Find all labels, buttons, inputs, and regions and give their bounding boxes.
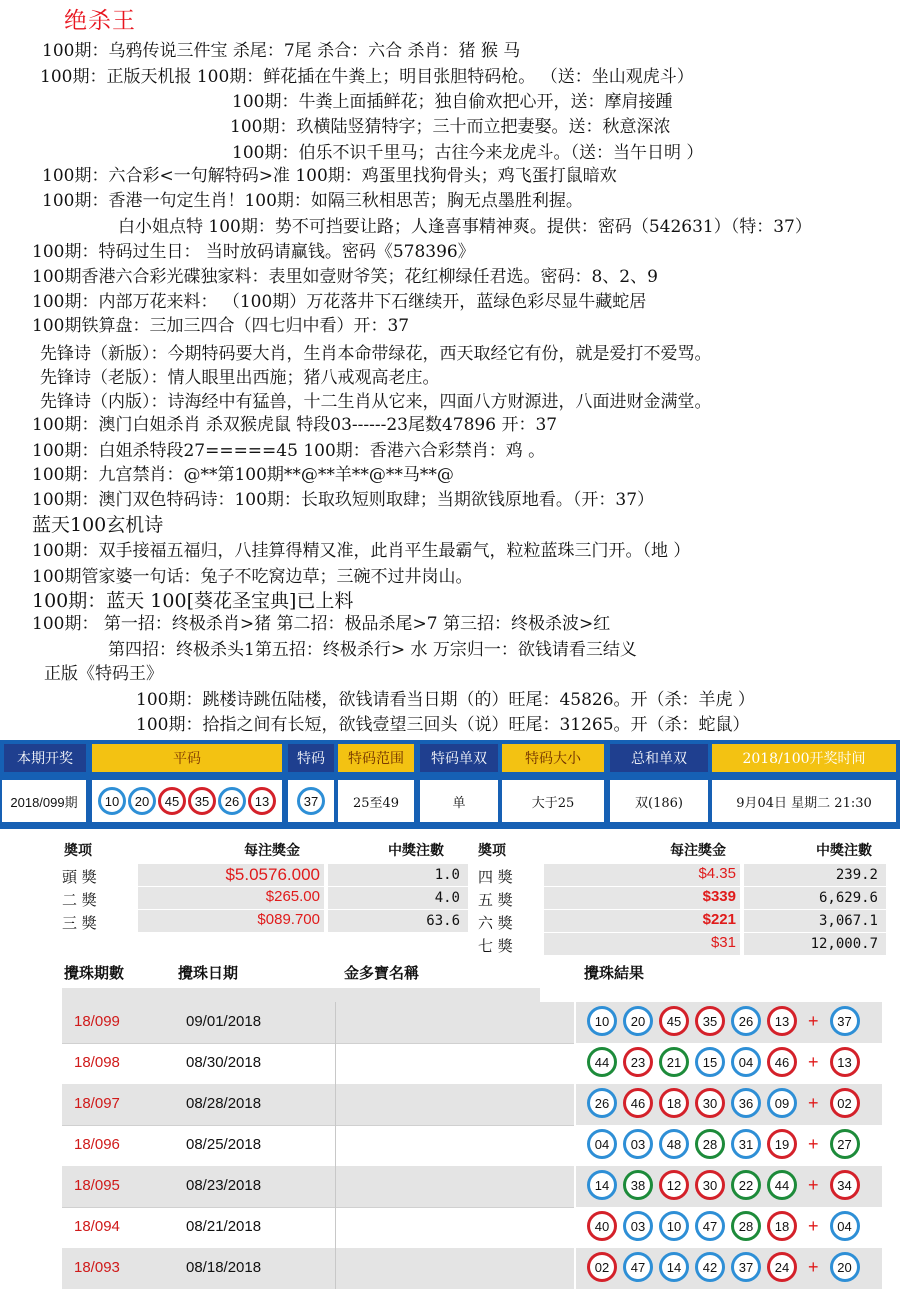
prize-head-name-2: 奬项 (478, 843, 506, 859)
header-normal-numbers: 平码 (92, 744, 282, 772)
column-divider (574, 1125, 576, 1166)
prize-count: 4.0 (434, 890, 460, 906)
prize-count: 3,067.1 (818, 913, 878, 929)
column-divider (574, 1166, 576, 1207)
draw-result-balls (584, 1006, 863, 1036)
result-ball: 26 (587, 1088, 617, 1118)
draw-period: 18/094 (74, 1218, 120, 1235)
result-ball: 21 (659, 1047, 689, 1077)
result-ball: 18 (767, 1211, 797, 1241)
header-size: 特码大小 (502, 744, 604, 772)
prediction-line: 100期：正版天机报 100期：鲜花插在牛粪上；明目张胆特码枪。 （送：坐山观虎斗） (40, 67, 694, 87)
history-row (62, 1002, 882, 1043)
result-ball: 28 (695, 1129, 725, 1159)
special-range-value: 25至49 (338, 780, 414, 822)
history-row (62, 1207, 882, 1248)
prediction-line: 100期：九宫禁肖：@**第100期**@**羊**@**马**@ (32, 465, 454, 485)
column-divider (574, 1248, 576, 1289)
prediction-line: 100期：双手接福五福归，八挂算得精又准，此肖平生最霸气，粒粒蓝珠三门开。（地 ） (32, 541, 691, 561)
draw-period: 18/096 (74, 1136, 120, 1153)
header-next-time: 2018/100开奖时间 (712, 744, 896, 772)
prediction-line: 100期：玖横陆竖猜特字；三十而立把妻娶。送：秋意深浓 (230, 117, 671, 137)
special-result-ball: 37 (830, 1006, 860, 1036)
draw-result-balls (584, 1211, 863, 1241)
plus-sign: + (808, 1010, 819, 1031)
prediction-line: 100期：澳门双色特码诗：100期：长取玖短则取肆；当期欲钱原地看。（开：37） (32, 490, 655, 510)
history-head-period: 攪珠期數 (64, 964, 125, 982)
history-row (62, 1166, 882, 1207)
result-ball: 09 (767, 1088, 797, 1118)
prize-name: 三 獎 (62, 914, 97, 932)
draw-period: 18/099 (74, 1013, 120, 1030)
prize-name: 六 獎 (478, 914, 513, 932)
prediction-line: 先锋诗（老版）：情人眼里出西施；猪八戒观高老庄。 (40, 368, 440, 388)
prize-head-amount: 每注獎金 (244, 843, 300, 859)
prize-count: 6,629.6 (818, 890, 878, 906)
prize-amount: $339 (702, 888, 736, 905)
prediction-line: 100期香港六合彩光碟独家料：表里如壹财爷笑；花红柳绿任君选。密码：8、2、9 (32, 267, 658, 287)
prize-count: 1.0 (434, 867, 460, 883)
size-value: 大于25 (502, 780, 604, 822)
prize-count: 239.2 (835, 867, 878, 883)
result-ball: 47 (695, 1211, 725, 1241)
column-divider (335, 1002, 336, 1043)
prize-name: 四 獎 (478, 868, 513, 886)
sum-value: 双(186) (610, 780, 708, 822)
result-ball: 26 (731, 1006, 761, 1036)
prediction-line: 100期：六合彩<一句解特码>准 100期：鸡蛋里找狗骨头；鸡飞蛋打鼠暗欢 (42, 166, 617, 186)
result-ball: 22 (731, 1170, 761, 1200)
result-ball: 03 (623, 1211, 653, 1241)
result-ball: 30 (695, 1170, 725, 1200)
plus-sign: + (808, 1215, 819, 1236)
prize-count: 12,000.7 (810, 936, 878, 952)
history-head-result: 攪珠結果 (584, 964, 645, 982)
column-divider (335, 1166, 336, 1207)
result-ball: 13 (767, 1006, 797, 1036)
draw-result-balls (584, 1088, 863, 1118)
result-ball: 48 (659, 1129, 689, 1159)
prediction-line: 先锋诗（内版）：诗海经中有猛兽，十二生肖从它来，四面八方财源进，八面进财金满堂。 (40, 392, 712, 412)
draw-date: 08/30/2018 (186, 1054, 262, 1071)
normal-ball: 10 (98, 787, 126, 815)
draw-period: 18/093 (74, 1259, 120, 1276)
draw-period: 2018/099期 (2, 780, 86, 822)
history-row (62, 1084, 882, 1125)
history-head-date: 攪珠日期 (178, 964, 239, 982)
row-divider (62, 1125, 574, 1126)
result-ball: 36 (731, 1088, 761, 1118)
prize-name: 二 獎 (62, 891, 97, 909)
draw-date: 08/28/2018 (186, 1095, 262, 1112)
result-ball: 04 (731, 1047, 761, 1077)
special-result-ball: 13 (830, 1047, 860, 1077)
plus-sign: + (808, 1092, 819, 1113)
draw-result-bar (0, 740, 900, 829)
result-ball: 10 (659, 1211, 689, 1241)
prize-amount: $4.35 (698, 865, 736, 882)
result-ball: 44 (587, 1047, 617, 1077)
prediction-line: 100期：白姐杀特段27=====45 100期：香港六合彩禁肖：鸡 。 (32, 441, 546, 461)
prize-head-amount-2: 每注獎金 (670, 843, 726, 859)
plus-sign: + (808, 1133, 819, 1154)
prize-amount: $31 (710, 934, 736, 951)
prize-name: 七 獎 (478, 937, 513, 955)
header-special-number: 特码 (288, 744, 334, 772)
draw-date: 08/21/2018 (186, 1218, 262, 1235)
draw-result-balls (584, 1252, 863, 1282)
result-ball: 15 (695, 1047, 725, 1077)
result-ball: 14 (587, 1170, 617, 1200)
prediction-line: 100期：伯乐不识千里马；古往今来龙虎斗。（送：当午日明 ） (232, 143, 704, 163)
history-row (62, 1043, 882, 1084)
result-ball: 37 (731, 1252, 761, 1282)
prize-head-count-2: 中獎注數 (816, 843, 872, 859)
result-ball: 24 (767, 1252, 797, 1282)
header-special-range: 特码范围 (338, 744, 414, 772)
draw-period: 18/095 (74, 1177, 120, 1194)
result-ball: 38 (623, 1170, 653, 1200)
result-ball: 19 (767, 1129, 797, 1159)
normal-ball: 26 (218, 787, 246, 815)
prediction-line: 蓝天100玄机诗 (32, 514, 164, 536)
prize-amount: $089.700 (257, 911, 320, 928)
special-result-ball: 34 (830, 1170, 860, 1200)
special-result-ball: 04 (830, 1211, 860, 1241)
prediction-line: 100期：蓝天 100[葵花圣宝典]已上料 (32, 590, 354, 612)
result-ball: 30 (695, 1088, 725, 1118)
result-ball: 44 (767, 1170, 797, 1200)
row-divider (62, 1043, 574, 1044)
prediction-line: 白小姐点特 100期：势不可挡要让路；人逢喜事精神爽。提供：密码（542631）（特：37） (118, 217, 812, 237)
draw-period: 18/098 (74, 1054, 120, 1071)
draw-result-balls (584, 1047, 863, 1077)
column-divider (574, 1207, 576, 1248)
result-ball: 14 (659, 1252, 689, 1282)
normal-ball: 35 (188, 787, 216, 815)
prediction-line: 100期：特码过生日： 当时放码请赢钱。密码《578396》 (32, 242, 475, 262)
prediction-line: 100期铁算盘：三加三四合（四七归中看）开：37 (32, 316, 410, 336)
prize-name: 頭 獎 (62, 868, 97, 886)
result-ball: 10 (587, 1006, 617, 1036)
plus-sign: + (808, 1174, 819, 1195)
prediction-line: 100期： 第一招：终极杀肖>猪 第二招：极品杀尾>7 第三招：终极杀波>红 (32, 614, 611, 634)
history-head-name: 金多寶名稱 (344, 964, 420, 982)
result-ball: 35 (695, 1006, 725, 1036)
normal-balls (92, 780, 282, 822)
prediction-line: 第四招：终极杀头1第五招：终极杀行> 水 万宗归一：欲钱请看三结义 (108, 640, 637, 660)
draw-date: 08/23/2018 (186, 1177, 262, 1194)
prize-count: 63.6 (426, 913, 460, 929)
header-odd-even: 特码单双 (420, 744, 498, 772)
special-result-ball: 27 (830, 1129, 860, 1159)
prediction-line: 100期：跳楼诗跳伍陆楼，欲钱请看当日期（的）旺尾：45826。开（杀：羊虎 ） (136, 690, 755, 710)
prize-name: 五 獎 (478, 891, 513, 909)
result-ball: 47 (623, 1252, 653, 1282)
result-ball: 03 (623, 1129, 653, 1159)
draw-date: 08/18/2018 (186, 1259, 262, 1276)
plus-sign: + (808, 1256, 819, 1277)
result-ball: 46 (767, 1047, 797, 1077)
prize-amount: $221 (702, 911, 736, 928)
plus-sign: + (808, 1051, 819, 1072)
odd-even-value: 单 (420, 780, 498, 822)
result-ball: 20 (623, 1006, 653, 1036)
history-row (62, 1125, 882, 1166)
special-ball-number: 37 (297, 787, 325, 815)
prediction-line: 正版《特码王》 (44, 664, 163, 684)
result-ball: 28 (731, 1211, 761, 1241)
column-divider (335, 1043, 336, 1084)
prediction-line: 100期：牛粪上面插鲜花；独自偷欢把心开，送：摩肩接踵 (232, 92, 673, 112)
header-current-draw: 本期开奖 (4, 744, 86, 772)
normal-ball: 20 (128, 787, 156, 815)
row-divider (62, 1207, 574, 1208)
draw-period: 18/097 (74, 1095, 120, 1112)
special-result-ball: 20 (830, 1252, 860, 1282)
result-ball: 40 (587, 1211, 617, 1241)
result-ball: 12 (659, 1170, 689, 1200)
result-ball: 02 (587, 1252, 617, 1282)
result-ball: 23 (623, 1047, 653, 1077)
result-ball: 18 (659, 1088, 689, 1118)
result-ball: 04 (587, 1129, 617, 1159)
history-row (62, 1248, 882, 1289)
prediction-line: 100期：拾指之间有长短，欲钱壹望三回头（说）旺尾：31265。开（杀：蛇鼠） (136, 715, 750, 735)
column-divider (335, 1248, 336, 1289)
normal-ball: 13 (248, 787, 276, 815)
column-divider (335, 1084, 336, 1125)
draw-result-balls (584, 1129, 863, 1159)
result-ball: 31 (731, 1129, 761, 1159)
prediction-line: 100期管家婆一句话：兔子不吃窝边草；三碗不过井岗山。 (32, 567, 473, 587)
prediction-line: 100期：乌鸦传说三件宝 杀尾：7尾 杀合：六合 杀肖：猪 猴 马 (42, 41, 521, 61)
column-divider (335, 1207, 336, 1248)
column-divider (335, 1125, 336, 1166)
draw-result-balls (584, 1170, 863, 1200)
prize-amount: $5.0576.000 (225, 865, 320, 884)
prediction-line: 100期：内部万花来料： （100期）万花落井下石继续开，蓝绿色彩尽显牛藏蛇居 (32, 292, 647, 312)
draw-date: 09/01/2018 (186, 1013, 262, 1030)
header-sum: 总和单双 (610, 744, 708, 772)
prize-head-count: 中獎注數 (388, 843, 444, 859)
result-ball: 45 (659, 1006, 689, 1036)
prediction-line: 100期：澳门白姐杀肖 杀双猴虎鼠 特段03------23尾数47896 开：37 (32, 415, 558, 435)
prediction-line: 100期：香港一句定生肖！100期：如隔三秋相思苦；胸无点墨胜利握。 (42, 191, 583, 211)
prize-amount: $265.00 (265, 888, 320, 905)
special-result-ball: 02 (830, 1088, 860, 1118)
normal-ball: 45 (158, 787, 186, 815)
next-time-value: 9月04日 星期二 21:30 (712, 780, 896, 822)
result-ball: 42 (695, 1252, 725, 1282)
prize-head-name: 奬项 (64, 843, 92, 859)
prediction-line: 先锋诗（新版）：今期特码要大肖，生肖本命带绿花，西天取经它有份，就是爱打不爱骂。 (40, 344, 712, 364)
special-ball (288, 780, 334, 822)
page-title: 绝杀王 (64, 8, 136, 34)
draw-date: 08/25/2018 (186, 1136, 262, 1153)
column-divider (574, 1084, 576, 1125)
result-ball: 46 (623, 1088, 653, 1118)
column-divider (574, 1002, 576, 1043)
column-divider (574, 1043, 576, 1084)
